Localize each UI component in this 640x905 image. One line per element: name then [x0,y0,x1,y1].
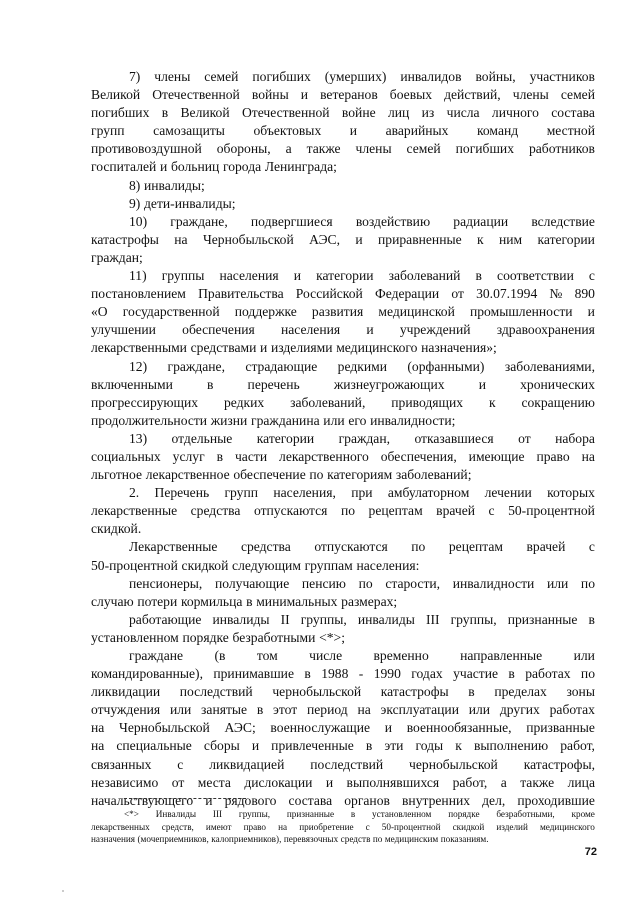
body-line: «О государственной поддержке развития медицинской промышленности и [91,304,595,320]
body-line: катастрофы на Чернобыльской АЭС, и приравненные к ним категории [91,231,595,247]
body-line: 12) граждане, страдающие редкими (орфанными) заболеваниями, [129,358,595,374]
body-line: 7) члены семей погибших (умерших) инвалидов войны, участников [129,69,595,84]
body-line: 10) граждане, подвергшиеся воздействию радиации вследствие [129,213,595,229]
scan-artifact [62,890,64,892]
body-line: 8) инвалиды; [129,177,205,193]
body-line: скидкой. [91,521,142,537]
body-line: на Чернобыльской АЭС; военнослужащие и военнообязанные, призванные [91,720,595,736]
footnote-line: назначения (мочеприемников, калоприемников), перевязочных средств по медицинским показаниям. [91,834,489,845]
body-line: продолжительности жизни гражданина или его инвалидности; [91,412,456,428]
body-line: включенными в перечень жизнеугрожающих и хронических [91,376,595,392]
body-line: независимо от места дислокации и выполнявшихся работ, а также лица [91,774,595,790]
body-line: постановлением Правительства Российской Федерации от 30.07.1994 № 890 [91,286,595,302]
body-line: пенсионеры, получающие пенсию по старости, инвалидности или по [129,575,595,591]
body-line: лекарственными средствами и изделиями медицинского назначения»; [91,340,497,356]
body-line: установленном порядке безработными <*>; [91,629,345,645]
body-line: 50-процентной скидкой следующим группам населения: [91,557,420,573]
footnote-line: лекарственных средств, имеют право на приобретение с 50-процентной скидкой изделий медицинского [91,821,595,832]
body-line: госпиталей и больниц города Ленинграда; [91,159,337,175]
body-line: 11) группы населения и категории заболеваний в соответствии с [129,268,595,284]
body-line: граждан; [91,249,143,265]
body-line: социальных услуг в части лекарственного обеспечения, имеющие право на [91,448,595,464]
body-line: на специальные сборы и привлеченные в эти годы к выполнению работ, [91,738,595,754]
body-line: групп самозащиты объектовых и аварийных команд местной [91,123,595,139]
body-line: 9) дети-инвалиды; [129,195,236,211]
body-line: Великой Отечественной войны и ветеранов боевых действий, члены семей [91,87,595,103]
body-line: отчуждения или занятые в этот период на эксплуатации или других работах [91,702,595,718]
body-line: противовоздушной обороны, а также члены семей погибших работников [91,141,595,157]
body-line: льготное лекарственное обеспечение по категориям заболеваний; [91,467,472,483]
body-line: связанных с ликвидацией последствий чернобыльской катастрофы, [91,756,595,772]
body-line: граждане (в том числе временно направленные или [129,648,595,663]
body-line: улучшении обеспечения населения и учреждений здравоохранения [91,322,595,338]
body-line: 2. Перечень групп населения, при амбулаторном лечении которых [129,485,595,501]
body-line: случаю потери кормильца в минимальных размерах; [91,593,398,609]
page-number: 72 [584,846,597,858]
body-line: лекарственные средства отпускаются по рецептам врачей с 50-процентной [91,503,595,519]
footnote-separator [124,798,246,799]
footnote [91,808,595,846]
body-line: 13) отдельные категории граждан, отказавшиеся от набора [129,430,595,446]
body-line: командированные), принимавшие в 1988 - 1990 годах участие в работах по [91,666,595,682]
footnote-line: <*> Инвалиды III группы, признанные в установленном порядке безработными, кроме [124,809,595,819]
body-line: работающие инвалиды II группы, инвалиды III группы, признанные в [129,611,595,627]
body-line: прогрессирующих редких заболеваний, приводящих к сокращению [91,394,595,410]
body-line: погибших в Великой Отечественной войне лиц из числа личного состава [91,105,595,121]
document-body [91,68,595,810]
body-line: ликвидации последствий чернобыльской катастрофы в пределах зоны [91,684,595,700]
body-line: Лекарственные средства отпускаются по рецептам врачей с [129,539,595,555]
body-line: начальствующего и рядового состава органов внутренних дел, проходившие [91,792,595,808]
